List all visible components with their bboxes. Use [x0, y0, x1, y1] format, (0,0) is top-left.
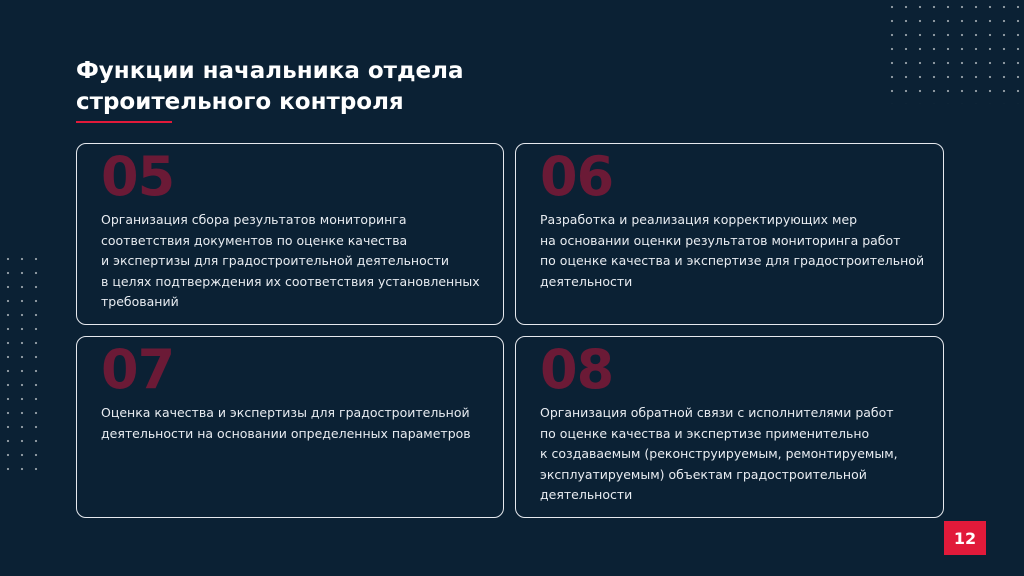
- card-description: [540, 210, 929, 292]
- card-text-line: требований: [101, 294, 179, 310]
- title-line-2: строительного контроля: [76, 89, 404, 115]
- card-text-line: к создаваемым (реконструируемым, ремонтируемым,: [540, 446, 898, 462]
- card-text-line: на основании оценки результатов мониторинга работ: [540, 232, 901, 248]
- card-text-line: деятельности: [540, 273, 633, 289]
- page-title: [76, 56, 596, 118]
- function-card-08: [515, 336, 944, 518]
- dot-pattern-top-right: [882, 0, 1024, 104]
- card-text-line: в целях подтверждения их соответствия установленных: [101, 273, 480, 289]
- title-underline: [76, 121, 172, 123]
- card-text-line: и экспертизы для градостроительной деятельности: [101, 253, 450, 269]
- card-text-line: эксплуатируемым) объектам градостроительной: [540, 466, 867, 482]
- card-description: [101, 210, 489, 313]
- function-card-05: [76, 143, 504, 325]
- card-text-line: Разработка и реализация корректирующих мер: [540, 212, 858, 227]
- function-card-06: [515, 143, 944, 325]
- card-text-line: Организация обратной связи с исполнителями работ: [540, 405, 894, 420]
- dot-pattern-left: [0, 252, 40, 474]
- card-description: [101, 403, 489, 444]
- card-text-line: деятельности: [540, 487, 633, 503]
- card-text-line: Организация сбора результатов мониторинга: [101, 212, 407, 227]
- card-number: 05: [101, 145, 175, 208]
- card-text-line: Оценка качества и экспертизы для градостроительной: [101, 405, 470, 420]
- card-text-line: по оценке качества и экспертизе применительно: [540, 425, 870, 441]
- card-text-line: деятельности на основании определенных параметров: [101, 425, 471, 441]
- card-number: 08: [540, 338, 614, 401]
- function-card-07: [76, 336, 504, 518]
- card-number: 06: [540, 145, 614, 208]
- card-number: 07: [101, 338, 175, 401]
- title-line-1: Функции начальника отдела: [76, 58, 464, 84]
- page-number-badge: 12: [944, 521, 986, 555]
- card-description: [540, 403, 929, 506]
- card-text-line: соответствия документов по оценке качества: [101, 232, 408, 248]
- card-text-line: по оценке качества и экспертизе для градостроительной: [540, 253, 925, 269]
